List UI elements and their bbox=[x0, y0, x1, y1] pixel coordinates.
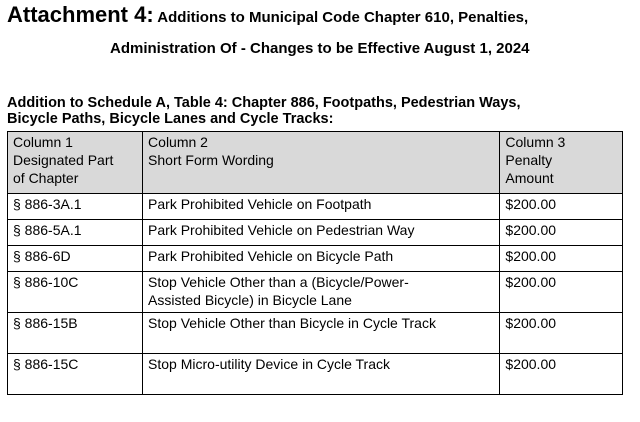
attachment-title-line1: Additions to Municipal Code Chapter 610, Penalties, bbox=[153, 9, 529, 26]
header-col1-line1: Column 1 bbox=[13, 134, 73, 150]
header-col1-line2: Designated Part bbox=[13, 152, 114, 168]
attachment-title bbox=[7, 2, 528, 28]
header-col2-line1: Column 2 bbox=[148, 134, 208, 150]
penalty-cell: $200.00 bbox=[500, 194, 623, 220]
wording-cell bbox=[143, 272, 500, 313]
header-column-3 bbox=[500, 132, 623, 194]
penalty-cell: $200.00 bbox=[500, 313, 623, 354]
section-cell: § 886-5A.1 bbox=[8, 220, 143, 246]
table-row bbox=[8, 354, 623, 395]
table-row bbox=[8, 272, 623, 313]
table-row bbox=[8, 246, 623, 272]
header-col3-line2: Penalty bbox=[505, 152, 553, 168]
penalty-cell: $200.00 bbox=[500, 354, 623, 395]
header-col3-line1: Column 3 bbox=[505, 134, 566, 150]
section-cell: § 886-15C bbox=[8, 354, 143, 395]
wording-cell: Stop Micro-utility Device in Cycle Track bbox=[143, 354, 500, 395]
table-row bbox=[8, 220, 623, 246]
penalty-cell: $200.00 bbox=[500, 272, 623, 313]
wording-line2: Assisted Bicycle) in Bicycle Lane bbox=[148, 292, 352, 308]
penalty-cell: $200.00 bbox=[500, 246, 623, 272]
header-col1-line3: of Chapter bbox=[13, 170, 79, 186]
section-cell: § 886-3A.1 bbox=[8, 194, 143, 220]
section-cell: § 886-6D bbox=[8, 246, 143, 272]
schedule-heading bbox=[7, 95, 521, 127]
header-column-1 bbox=[8, 132, 143, 194]
attachment-title-line2: Administration Of - Changes to be Effective August 1, 2024 bbox=[110, 40, 530, 57]
schedule-heading-line1: Addition to Schedule A, Table 4: Chapter 886, Footpaths, Pedestrian Ways, bbox=[7, 95, 521, 111]
penalty-table bbox=[7, 131, 623, 395]
header-col3-line3: Amount bbox=[505, 170, 554, 186]
wording-cell: Park Prohibited Vehicle on Pedestrian Way bbox=[143, 220, 500, 246]
wording-cell: Park Prohibited Vehicle on Footpath bbox=[143, 194, 500, 220]
schedule-heading-line2: Bicycle Paths, Bicycle Lanes and Cycle Tracks: bbox=[7, 111, 334, 127]
penalty-cell: $200.00 bbox=[500, 220, 623, 246]
section-cell: § 886-15B bbox=[8, 313, 143, 354]
attachment-label: Attachment 4: bbox=[7, 2, 154, 27]
wording-cell: Stop Vehicle Other than Bicycle in Cycle Track bbox=[143, 313, 500, 354]
section-cell: § 886-10C bbox=[8, 272, 143, 313]
table-header-row bbox=[8, 132, 623, 194]
header-col2-line2: Short Form Wording bbox=[148, 152, 274, 168]
wording-line1: Stop Vehicle Other than a (Bicycle/Power- bbox=[148, 274, 409, 290]
table-row bbox=[8, 194, 623, 220]
header-column-2 bbox=[143, 132, 500, 194]
table-row bbox=[8, 313, 623, 354]
wording-cell: Park Prohibited Vehicle on Bicycle Path bbox=[143, 246, 500, 272]
